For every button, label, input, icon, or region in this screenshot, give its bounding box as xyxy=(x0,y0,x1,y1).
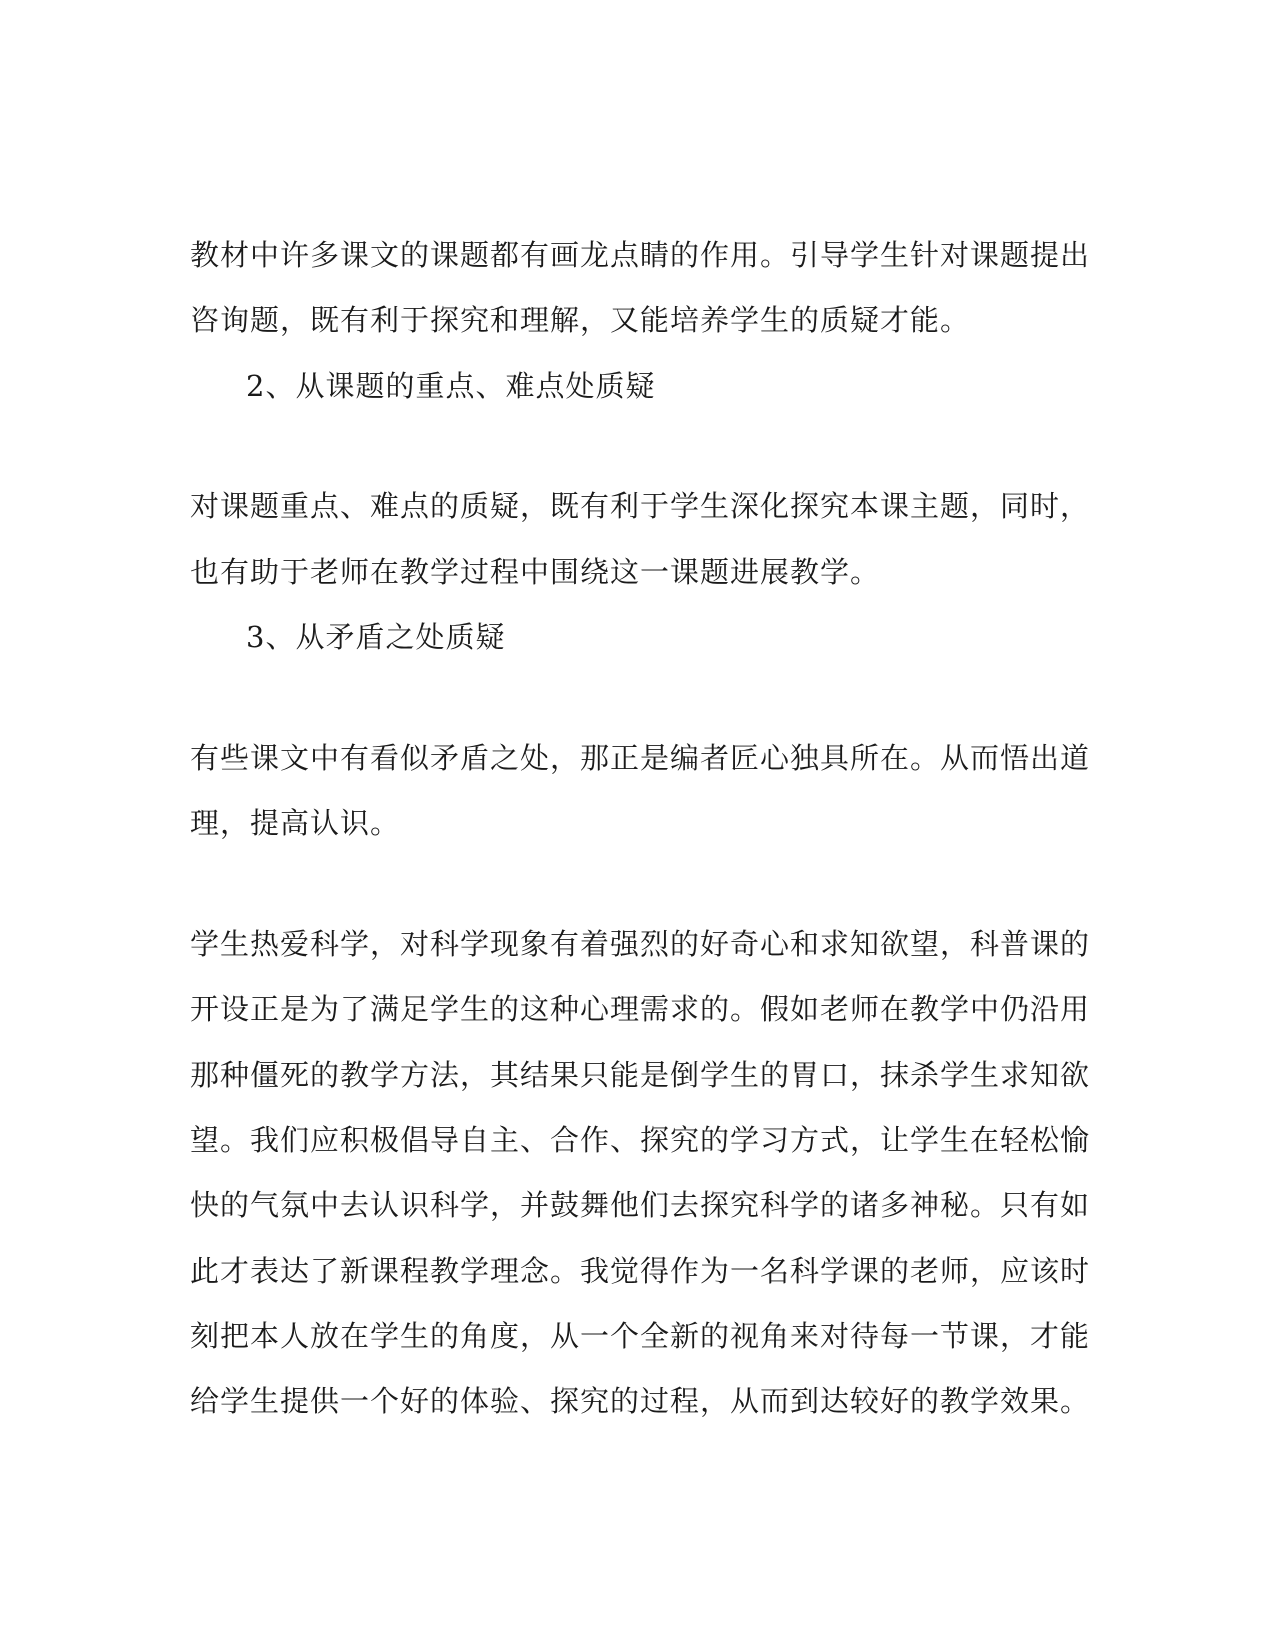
paragraph-1-line-2: 咨询题，既有利于探究和理解，又能培养学生的质疑才能。 xyxy=(190,303,971,337)
paragraph-3-line-1: 有些课文中有看似矛盾之处，那正是编者匠心独具所在。从而悟出道 xyxy=(190,741,1091,775)
paragraph-4-line-6: 此才表达了新课程教学理念。我觉得作为一名科学课的老师，应该时 xyxy=(190,1254,1091,1288)
paragraph-2-line-1: 对课题重点、难点的质疑，既有利于学生深化探究本课主题，同时， xyxy=(190,489,1091,523)
paragraph-2-line-2: 也有助于老师在教学过程中围绕这一课题进展教学。 xyxy=(190,555,881,589)
heading-3: 3、从矛盾之处质疑 xyxy=(246,620,506,654)
paragraph-4-line-8: 给学生提供一个好的体验、探究的过程，从而到达较好的教学效果。 xyxy=(190,1384,1091,1418)
heading-2: 2、从课题的重点、难点处质疑 xyxy=(246,369,656,403)
paragraph-4-line-3: 那种僵死的教学方法，其结果只能是倒学生的胃口，抹杀学生求知欲 xyxy=(190,1058,1091,1092)
paragraph-1-line-1: 教材中许多课文的课题都有画龙点睛的作用。引导学生针对课题提出 xyxy=(190,238,1091,272)
paragraph-4-line-1: 学生热爱科学，对科学现象有着强烈的好奇心和求知欲望，科普课的 xyxy=(190,927,1091,961)
paragraph-4-line-5: 快的气氛中去认识科学，并鼓舞他们去探究科学的诸多神秘。只有如 xyxy=(190,1188,1091,1222)
paragraph-3-line-2: 理，提高认识。 xyxy=(190,806,401,840)
paragraph-4-line-4: 望。我们应积极倡导自主、合作、探究的学习方式，让学生在轻松愉 xyxy=(190,1123,1091,1157)
paragraph-4-line-7: 刻把本人放在学生的角度，从一个全新的视角来对待每一节课，才能 xyxy=(190,1319,1091,1353)
paragraph-4-line-2: 开设正是为了满足学生的这种心理需求的。假如老师在教学中仍沿用 xyxy=(190,992,1091,1026)
